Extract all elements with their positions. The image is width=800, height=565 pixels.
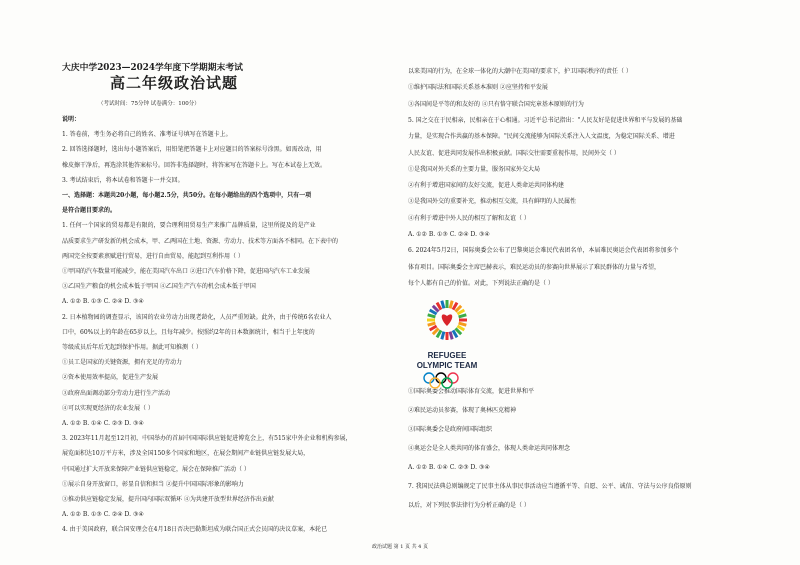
- text-line: 3. 2023年11月起至12月初，中国举办的首届中国国际供应链促进博览会上，有515家中外企业和机构参展，: [62, 435, 352, 443]
- text-line: 7. 我国民法典总则编规定了民事主体从事民事活动应当遵循平等、自愿、公平、诚信、守法与公序良俗原则: [408, 483, 692, 490]
- text-line: 力量，是实现合作共赢的基本保障。"民间交流能够为国际关系注入人文温度，为稳定国际关系、增进: [408, 133, 675, 141]
- text-line: ④奥运会是全人类共同的体育盛会，体现人类命运共同体理念: [408, 445, 571, 452]
- text-line: ②资本使用效率提高，促进生产发展: [62, 374, 159, 382]
- text-line: 是符合题目要求的。: [62, 207, 117, 215]
- text-line: 品质要求生产研发新的机会成本，甲、乙两国在土地、资源、劳动力、技术等方面各不相同。在下表中的: [62, 237, 339, 245]
- text-line: 5. 国之交在于民相亲，民相亲在于心相通。习近平总书记指出："人民友好是促进世界和平与发展的基础: [408, 116, 683, 124]
- text-line: A. ①② B. ①③ C. ②④ D. ③④: [408, 231, 490, 238]
- text-line: ①展示自身开放窗口，彰显自信和担当 ②提升中国国际形象的影响力: [62, 480, 244, 488]
- text-line: 3. 考试结束后，将本试卷和答题卡一并交回。: [62, 176, 184, 184]
- text-line: A. ①② B. ①④ C. ②③ D. ③④: [62, 420, 144, 427]
- text-line: ①甲国的汽车数量可能减少，能在美国汽车出口 ②进口汽车价格下降，促进国内汽车工业发展: [62, 268, 310, 275]
- logo-ray: [459, 315, 467, 317]
- logo-ray: [450, 332, 452, 340]
- text-line: 橡皮擦干净后，再选涂其他答案标号。回答非选择题时，将答案写在答题卡上。写在本试卷上无效。: [62, 161, 327, 169]
- logo-line2: OLYMPIC TEAM: [416, 361, 478, 370]
- text-line: 1. 任何一个国家的贸易都是有限的，要合理利用贸易生产来推广品牌质量，这里所提及的是产业: [62, 222, 316, 230]
- text-line: 2. 日本植物园的调查显示，该国的农业劳动力出现老龄化，人员严重短缺。此外，由于传统6名农业人: [62, 313, 332, 321]
- text-line: 等级成员后年后无起到保护作用。据此可知推测（ ）: [62, 344, 202, 351]
- text-line: ③各国间是平等的和友好的 ④只有恪守联合国宪章基本原则的行为: [408, 100, 584, 108]
- page-title: 高二年级政治试题: [110, 74, 239, 92]
- text-line: ④可以实现更经济的农业发展（ ）: [62, 404, 154, 412]
- logo-ray: [450, 301, 452, 309]
- logo-line1: REFUGEE: [427, 351, 467, 360]
- text-line: 中国通过扩大开放来保障产业链供应链稳定，展会在保障推广活动（ ）: [62, 465, 250, 473]
- text-line: A. ①② B. ①③ C. ②④ D. ③④: [62, 511, 144, 519]
- text-line: ③是我国外交的重要补充，推动相互交流，具有鲜明的人民属性: [408, 198, 577, 206]
- refugee-olympic-team-logo: [402, 290, 492, 390]
- logo-ray: [428, 323, 436, 325]
- text-line: 2. 回答选择题时，选出每小题答案后，用铅笔把答题卡上对应题目的答案标号涂黑。如需改动，用: [62, 146, 322, 154]
- text-line: 两国完全按要素禀赋进行贸易，进行自由贸易，能起到互利作用（ ）: [62, 252, 244, 260]
- text-line: 6. 2024年5月2日，国际奥委会公布了巴黎奥运会难民代表团名单，本届难民奥运会代表团将参加多个: [408, 247, 679, 255]
- text-line: ①维护国际法和国际关系基本准则 ②应坚持和平发展: [408, 84, 548, 92]
- text-line: ②难民运动员参赛，体现了奥林匹克精神: [408, 407, 517, 414]
- text-line: ③政府出面调动部分劳动力进行生产活动: [62, 389, 171, 397]
- text-line: ③推动供应链稳定发展，提升国内国际双循环 ④为共建开放型世界经济作出贡献: [62, 496, 274, 503]
- text-line: 以来美国的行为，在全球一体化的大潮中在美国的要求下，护卫国际秩序的责任（ ）: [408, 68, 632, 75]
- text-line: A. ①② B. ①④ C. ②③ D. ③④: [408, 464, 490, 471]
- logo-ray: [442, 332, 444, 340]
- logo-ray: [428, 315, 436, 317]
- logo-ray: [442, 301, 444, 309]
- text-line: 每个人都有自己的价值。对此，下列说法正确的是（ ）: [408, 279, 554, 287]
- page-footer: 政治试题 第 1 页 共 4 页: [372, 544, 428, 550]
- text-line: ④有利于增进中外人民的相互了解和友谊（ ）: [408, 214, 530, 222]
- text-line: ①国际奥委会推动国际体育交流，促进世界和平: [408, 388, 535, 395]
- text-line: 展览面积达10万平方米，涉及全国150多个国家和地区，在展会期间产业链供应链发展大局，: [62, 450, 310, 458]
- text-line: 一、选择题：本题共20小题，每小题2.5分，共50分。在每小题给出的四个选项中，只有一项: [62, 192, 312, 199]
- text-line: ①是我国对外关系的主要力量，服务国家外交大局: [408, 165, 541, 173]
- text-line: A. ①② B. ①③ C. ②④ D. ③④: [62, 298, 144, 306]
- text-line: ③乙国生产粮食的机会成本低于甲国 ④乙国生产汽车的机会成本低于甲国: [62, 283, 256, 291]
- exam-subtitle: （考试时间：75分钟 试卷满分：100分）: [98, 101, 200, 107]
- text-line: 说明：: [62, 116, 81, 123]
- text-line: 人民友谊、促进共同发展作出积极贡献。国际交往需要重视作用，民间外交（ ）: [408, 149, 620, 157]
- text-line: 口中，60%以上的年龄在65岁以上，且每年减少。按照约2年的日本数据统计，相当于上年度的: [62, 328, 315, 336]
- text-line: 以后，对下列民事法律行为分析正确的是（ ）: [408, 502, 530, 509]
- text-line: ③国际奥委会是政府间国际组织: [408, 426, 493, 433]
- logo-ray: [459, 323, 467, 325]
- school-exam-title: 大庆中学2023—2024学年度下学期期末考试: [62, 63, 243, 73]
- text-line: 体育项目。国际奥委会主席巴赫表示，难民运动员的参赛向世界展示了难民群体的力量与希望，: [408, 263, 661, 271]
- text-line: 4. 由于美国政府，联合国安理会在4月18日否决巴勒斯坦成为联合国正式会员国的决议草案，本轮已: [62, 526, 328, 534]
- text-line: ①员工是国家的关键资源，拥有充足的劳动力: [62, 359, 183, 367]
- text-line: 1. 答卷前，考生务必将自己的姓名、准考证号填写在答题卡上。: [62, 131, 232, 139]
- text-line: ②有利于增进国家间的友好交流，促进人类命运共同体构建: [408, 182, 565, 190]
